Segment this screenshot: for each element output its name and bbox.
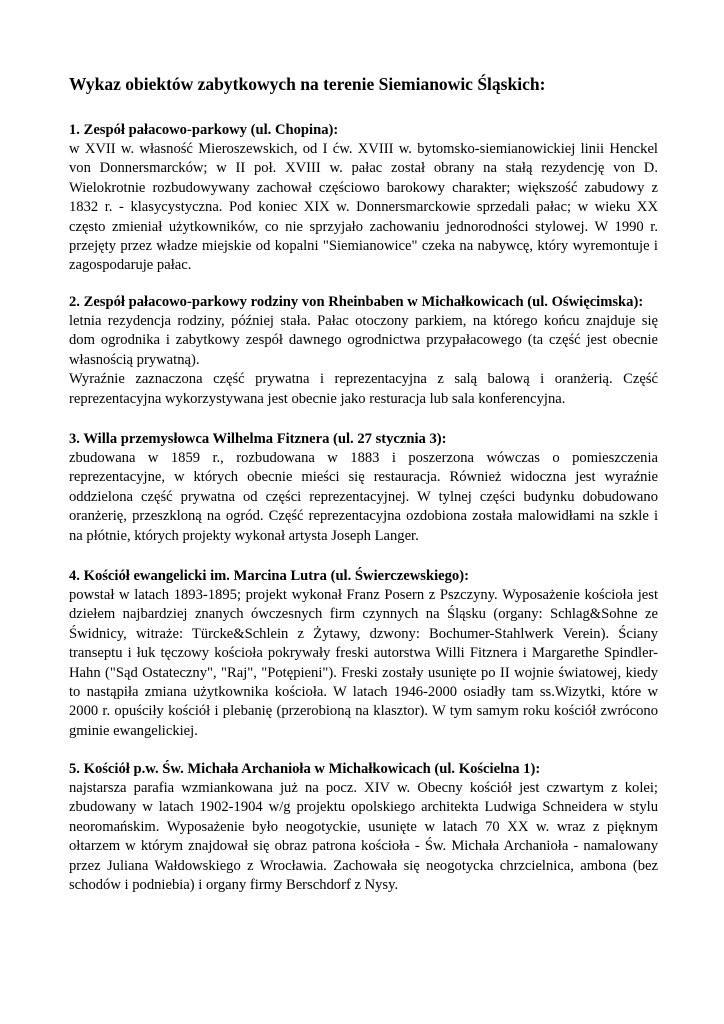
- section-1: [69, 121, 658, 276]
- text-line: zbudowany w latach 1902-1904 w/g projektu opolskiego architekta Ludwiga Schneidera w stylu: [69, 799, 658, 816]
- text-line: oddzielona część prywatna od części reprezentacyjnej. W tylnej części budynku dobudowano: [69, 488, 658, 505]
- text-line: w XVII w. własność Mieroszewskich, od I ćw. XVIII w. bytomsko-siemianowickiej linii Henckel: [69, 141, 658, 157]
- text-line: najstarsza parafia wzmiankowana już na pocz. XIV w. Obecny kościół jest czwartym z kolei;: [69, 780, 658, 796]
- text-line: letnia rezydencja rodziny, później stała. Pałac otoczony parkiem, na którego końcu znajduje się: [69, 313, 658, 329]
- text-line: 1832 r. - klasycystyczna. Pod koniec XIX w. Donnersmarckowie sprzedali pałac; w wieku XX: [69, 199, 658, 216]
- text-line: dziełem najbardziej znanych ówczesnych firm czynnych na Śląsku (organy: Schlag&Sohne ze: [69, 606, 658, 623]
- text-line: Wyraźnie zaznaczona część prywatna i reprezentacyjna z salą balową i oranżerią. Część: [69, 371, 658, 388]
- document-title: Wykaz obiektów zabytkowych na terenie Siemianowic Śląskich:: [69, 74, 546, 94]
- text-line: to nastąpiła zmiana użytkownika kościoła. W latach 1946-2000 osiadły tam ss.Wizytki, które w: [69, 684, 658, 701]
- section-heading: 3. Willa przemysłowca Wilhelma Fitznera (ul. 27 stycznia 3):: [69, 431, 447, 447]
- text-line: zbudowana w 1859 r., rozbudowana w 1883 i poszerzona wówczas o pomieszczenia: [69, 450, 658, 466]
- text-line: Wielokrotnie rozbudowywany zachował częściowo barokowy charakter; większość zabudowy z: [69, 179, 658, 196]
- section-5: [69, 760, 658, 895]
- section-heading: 2. Zespół pałacowo-parkowy rodziny von Rheinbaben w Michałkowicach (ul. Oświęcimska):: [69, 294, 644, 310]
- text-line: dom ogrodnika i zabytkowy zespół dawnego ogrodnictwa przypałacowego (ta część jest obecnie: [69, 332, 658, 349]
- text-line: własnością prywatną).: [69, 351, 200, 368]
- text-line: Hahn ("Sąd Ostateczny", "Raj", "Potępieni"). Freski zostały usunięte po II wojnie światowej, kiedy: [69, 664, 658, 681]
- text-line: ołtarzem w którym znajdował się obraz patrona kościoła - Św. Michała Archanioła - namalowany: [69, 838, 658, 855]
- text-line: transeptu i łuk tęczowy kościoła pokrywały freski autorstwa Willi Fitznera i Margarethe Spindler-: [69, 645, 658, 662]
- text-line: powstał w latach 1893-1895; projekt wykonał Franz Posern z Pszczyny. Wyposażenie kościoła jest: [69, 587, 658, 603]
- text-line: oranżerię, przeszkloną na ogród. Część reprezentacyjna ozdobiona została malowidłami na szkle i: [69, 508, 658, 525]
- section-heading: 1. Zespół pałacowo-parkowy (ul. Chopina):: [69, 122, 339, 138]
- text-line: von Donnersmarcków; w II poł. XVIII w. pałac został obrany na stałą rezydencję von D.: [69, 160, 658, 177]
- text-line: często zmieniał użytkowników, co nie sprzyjało zachowaniu jednorodności stylowej. W 1990 r.: [69, 218, 658, 235]
- text-line: zagospodaruje pałac.: [69, 257, 192, 274]
- text-line: Świdnicy, witraże: Türcke&Schlein z Żytawy, dzwony: Bochumer-Stahlwerk Verein). Ściany: [69, 625, 658, 642]
- text-line: gminie ewangelickiej.: [69, 722, 198, 739]
- text-line: reprezentacyjna wykorzystywana jest obecnie jako resturacja lub sala konferencyjna.: [69, 390, 566, 407]
- section-heading: 5. Kościół p.w. Św. Michała Archanioła w Michałkowicach (ul. Kościelna 1):: [69, 761, 541, 777]
- text-line: neoromańskim. Wyposażenie było neogotyckie, usunięte w latach 70 XX w. wraz z pięknym: [69, 818, 658, 835]
- text-line: reprezentacyjne, w których obecnie mieści się restauracja. Również widoczna jest wyraźnie: [69, 469, 658, 486]
- text-line: schodów i podniebia) i organy firmy Berschdorf z Nysy.: [69, 877, 399, 894]
- text-line: 2000 r. opuściły kościół i plebanię (przerobioną na klasztor). W tym samym roku kościół zwrócono: [69, 703, 658, 720]
- section-2: [69, 293, 658, 409]
- text-line: przejęty przez władze miejskie od kopalni "Siemianowice" czeka na nabywcę, który wyremontuje i: [69, 238, 658, 255]
- section-3: [69, 430, 658, 546]
- section-4: [69, 567, 658, 741]
- text-line: przez Juliana Wałdowskiego z Wrocławia. Zachowała się neogotycka chrzcielnica, ambona (bez: [69, 857, 658, 874]
- text-line: na płótnie, których projekty wykonał artysta Joseph Langer.: [69, 527, 419, 544]
- section-heading: 4. Kościół ewangelicki im. Marcina Lutra (ul. Świerczewskiego):: [69, 568, 469, 584]
